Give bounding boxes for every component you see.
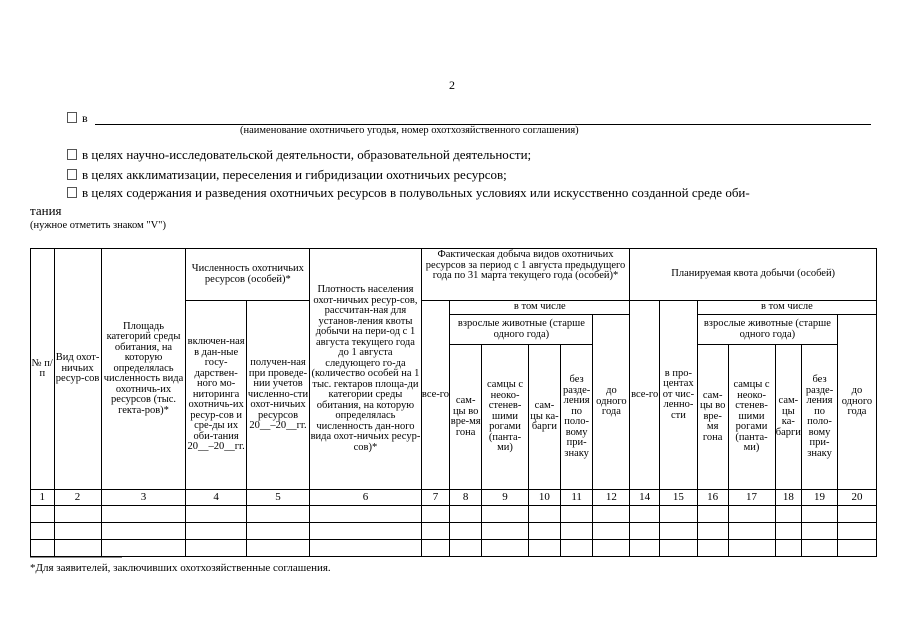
table-cell[interactable] [630,506,660,523]
hdr-quota-percent: в про-центах от чис-ленно-сти [659,301,697,490]
hdr-quota-musk-males: сам-цы ка-барги [775,345,802,490]
table-row[interactable] [31,523,877,540]
purpose-breeding [67,185,750,201]
table-cell[interactable] [728,540,775,557]
table-cell[interactable] [630,523,660,540]
table-cell[interactable] [186,523,246,540]
table-cell[interactable] [593,523,630,540]
table-cell[interactable] [560,540,593,557]
hdr-quota-group: Планируемая квота добычи (особей) [630,249,877,301]
col-number: 10 [529,490,561,506]
col-number: 9 [482,490,529,506]
table-cell[interactable] [659,540,697,557]
table-cell[interactable] [659,506,697,523]
col-number: 12 [593,490,630,506]
hdr-actual-total: все-го [421,301,450,490]
hdr-actual-adults: взрослые животные (старше одного года) [450,315,593,345]
table-cell[interactable] [101,506,186,523]
table-cell[interactable] [54,506,101,523]
col-number: 16 [697,490,728,506]
table-cell[interactable] [482,523,529,540]
hdr-actual-under-year: до одного года [593,315,630,490]
hdr-quota-incl: в том числе [697,301,876,315]
checkbox-purpose-breeding[interactable] [67,187,77,198]
table-cell[interactable] [421,523,450,540]
hdr-actual-no-sex: без разде-ления по поло-вому при-знаку [560,345,593,490]
col-number: 8 [450,490,482,506]
table-cell[interactable] [529,523,561,540]
col-number: 15 [659,490,697,506]
purpose-breeding-text: в целях содержания и разведения охотничьих ресурсов в полувольных условиях или искусственно созданной среде оби- [82,185,750,200]
hdr-actual-musk-males: сам-цы ка-барги [529,345,561,490]
hdr-quota-under-year: до одного года [837,315,876,490]
table-cell[interactable] [31,523,55,540]
table-cell[interactable] [593,540,630,557]
hdr-quota-males-horns: самцы с неоко-стенев-шими рогами (панта-ми) [728,345,775,490]
purpose-acclimatization-text: в целях акклиматизации, переселения и гибридизации охотничьих ресурсов; [82,167,507,182]
hdr-quota-total: все-го [630,301,660,490]
hdr-actual-males-rut: сам-цы во вре-мя гона [450,345,482,490]
table-cell[interactable] [802,540,838,557]
hdr-census: получен-ная при проведе-нии учетов численно-сти охот-ничьих ресурсов 20__–20__гг. [246,301,309,490]
table-cell[interactable] [529,540,561,557]
hdr-numbers-group: Численность охотничьих ресурсов (особей)* [186,249,310,301]
col-number: 7 [421,490,450,506]
table-cell[interactable] [54,540,101,557]
table-cell[interactable] [31,540,55,557]
in-label: в [82,111,88,125]
table-cell[interactable] [560,506,593,523]
table-cell[interactable] [697,506,728,523]
table-cell[interactable] [837,523,876,540]
hdr-monitoring: включен-ная в дан-ные госу-дарствен-ного мо-ниторинга охотничь-их ресур-сов и сре-ды их оби-тания 20__–20__гг. [186,301,246,490]
checkbox-hunting-ground[interactable] [67,112,77,123]
table-cell[interactable] [728,523,775,540]
col-number: 14 [630,490,660,506]
col-number: 11 [560,490,593,506]
hdr-num: № п/п [31,249,55,490]
hunting-ground-caption: (наименование охотничьего угодья, номер охотхозяйственного соглашения) [240,125,579,136]
page-number: 2 [449,78,455,92]
table-cell[interactable] [482,540,529,557]
table-cell[interactable] [450,506,482,523]
footnote-rule [30,557,122,558]
col-number: 19 [802,490,838,506]
table-cell[interactable] [775,523,802,540]
table-cell[interactable] [560,523,593,540]
hdr-quota-males-rut: сам-цы во вре-мя гона [697,345,728,490]
purpose-research-text: в целях научно-исследовательской деятельности, образовательной деятельности; [82,147,532,162]
purpose-acclimatization [67,167,507,183]
table-cell[interactable] [529,506,561,523]
table-row[interactable] [31,540,877,557]
col-number: 3 [101,490,186,506]
table-cell[interactable] [310,540,421,557]
table-cell[interactable] [775,506,802,523]
quota-table [30,248,877,557]
mark-note: (нужное отметить знаком "V") [30,220,166,231]
table-row[interactable] [31,506,877,523]
table-cell[interactable] [450,540,482,557]
table-cell[interactable] [802,506,838,523]
col-number: 6 [310,490,421,506]
table-cell[interactable] [450,523,482,540]
table-cell[interactable] [186,506,246,523]
hdr-density: Плотность населения охот-ничьих ресур-сов, рассчитан-ная для установ-ления квоты добычи на пери-од с 1 августа текущего года до 1 августа следующего го-да (количество особей на 1 тыс. гектаров площа-ди категории среды обитания, на которую определялась численность дан-ного вида охот-ничьих ресур-сов)* [310,249,421,490]
col-number: 20 [837,490,876,506]
table-cell[interactable] [421,506,450,523]
col-number: 17 [728,490,775,506]
table-cell[interactable] [728,506,775,523]
table-cell[interactable] [697,540,728,557]
table-cell[interactable] [310,506,421,523]
table-cell[interactable] [837,540,876,557]
table-cell[interactable] [697,523,728,540]
checkbox-purpose-research[interactable] [67,149,77,160]
table-cell[interactable] [101,540,186,557]
hunting-ground-line [67,111,88,126]
footnote: *Для заявителей, заключивших охотхозяйственные соглашения. [30,562,331,574]
table-cell[interactable] [659,523,697,540]
table-cell[interactable] [246,506,309,523]
table-cell[interactable] [246,540,309,557]
col-number: 1 [31,490,55,506]
hdr-area: Площадь категорий среды обитания, на которую определялась численность вида охотничь-их ресурсов (тыс. гекта-ров)* [101,249,186,490]
hdr-quota-adults: взрослые животные (старше одного года) [697,315,837,345]
table-cell[interactable] [630,540,660,557]
column-numbers-row [31,490,877,506]
col-number: 4 [186,490,246,506]
table-cell[interactable] [310,523,421,540]
hdr-species: Вид охот-ничьих ресур-сов [54,249,101,490]
table-cell[interactable] [802,523,838,540]
checkbox-purpose-acclimatization[interactable] [67,169,77,180]
col-number: 5 [246,490,309,506]
table-cell[interactable] [775,540,802,557]
table-cell[interactable] [421,540,450,557]
col-number: 18 [775,490,802,506]
purpose-research [67,147,531,163]
purpose-breeding-cont: тания [30,203,62,218]
table-cell[interactable] [31,506,55,523]
col-number: 2 [54,490,101,506]
hdr-actual-incl: в том числе [450,301,630,315]
hdr-actual-group: Фактическая добыча видов охотничьих ресурсов за период с 1 августа предыдущего года по 31 марта текущего года (особей)* [421,249,630,301]
table-cell[interactable] [837,506,876,523]
hdr-actual-males-horns: самцы с неоко-стенев-шими рогами (панта-ми) [482,345,529,490]
table-cell[interactable] [482,506,529,523]
table-cell[interactable] [186,540,246,557]
table-cell[interactable] [101,523,186,540]
hdr-quota-no-sex: без разде-ления по поло-вому при-знаку [802,345,838,490]
table-cell[interactable] [246,523,309,540]
table-cell[interactable] [54,523,101,540]
table-cell[interactable] [593,506,630,523]
